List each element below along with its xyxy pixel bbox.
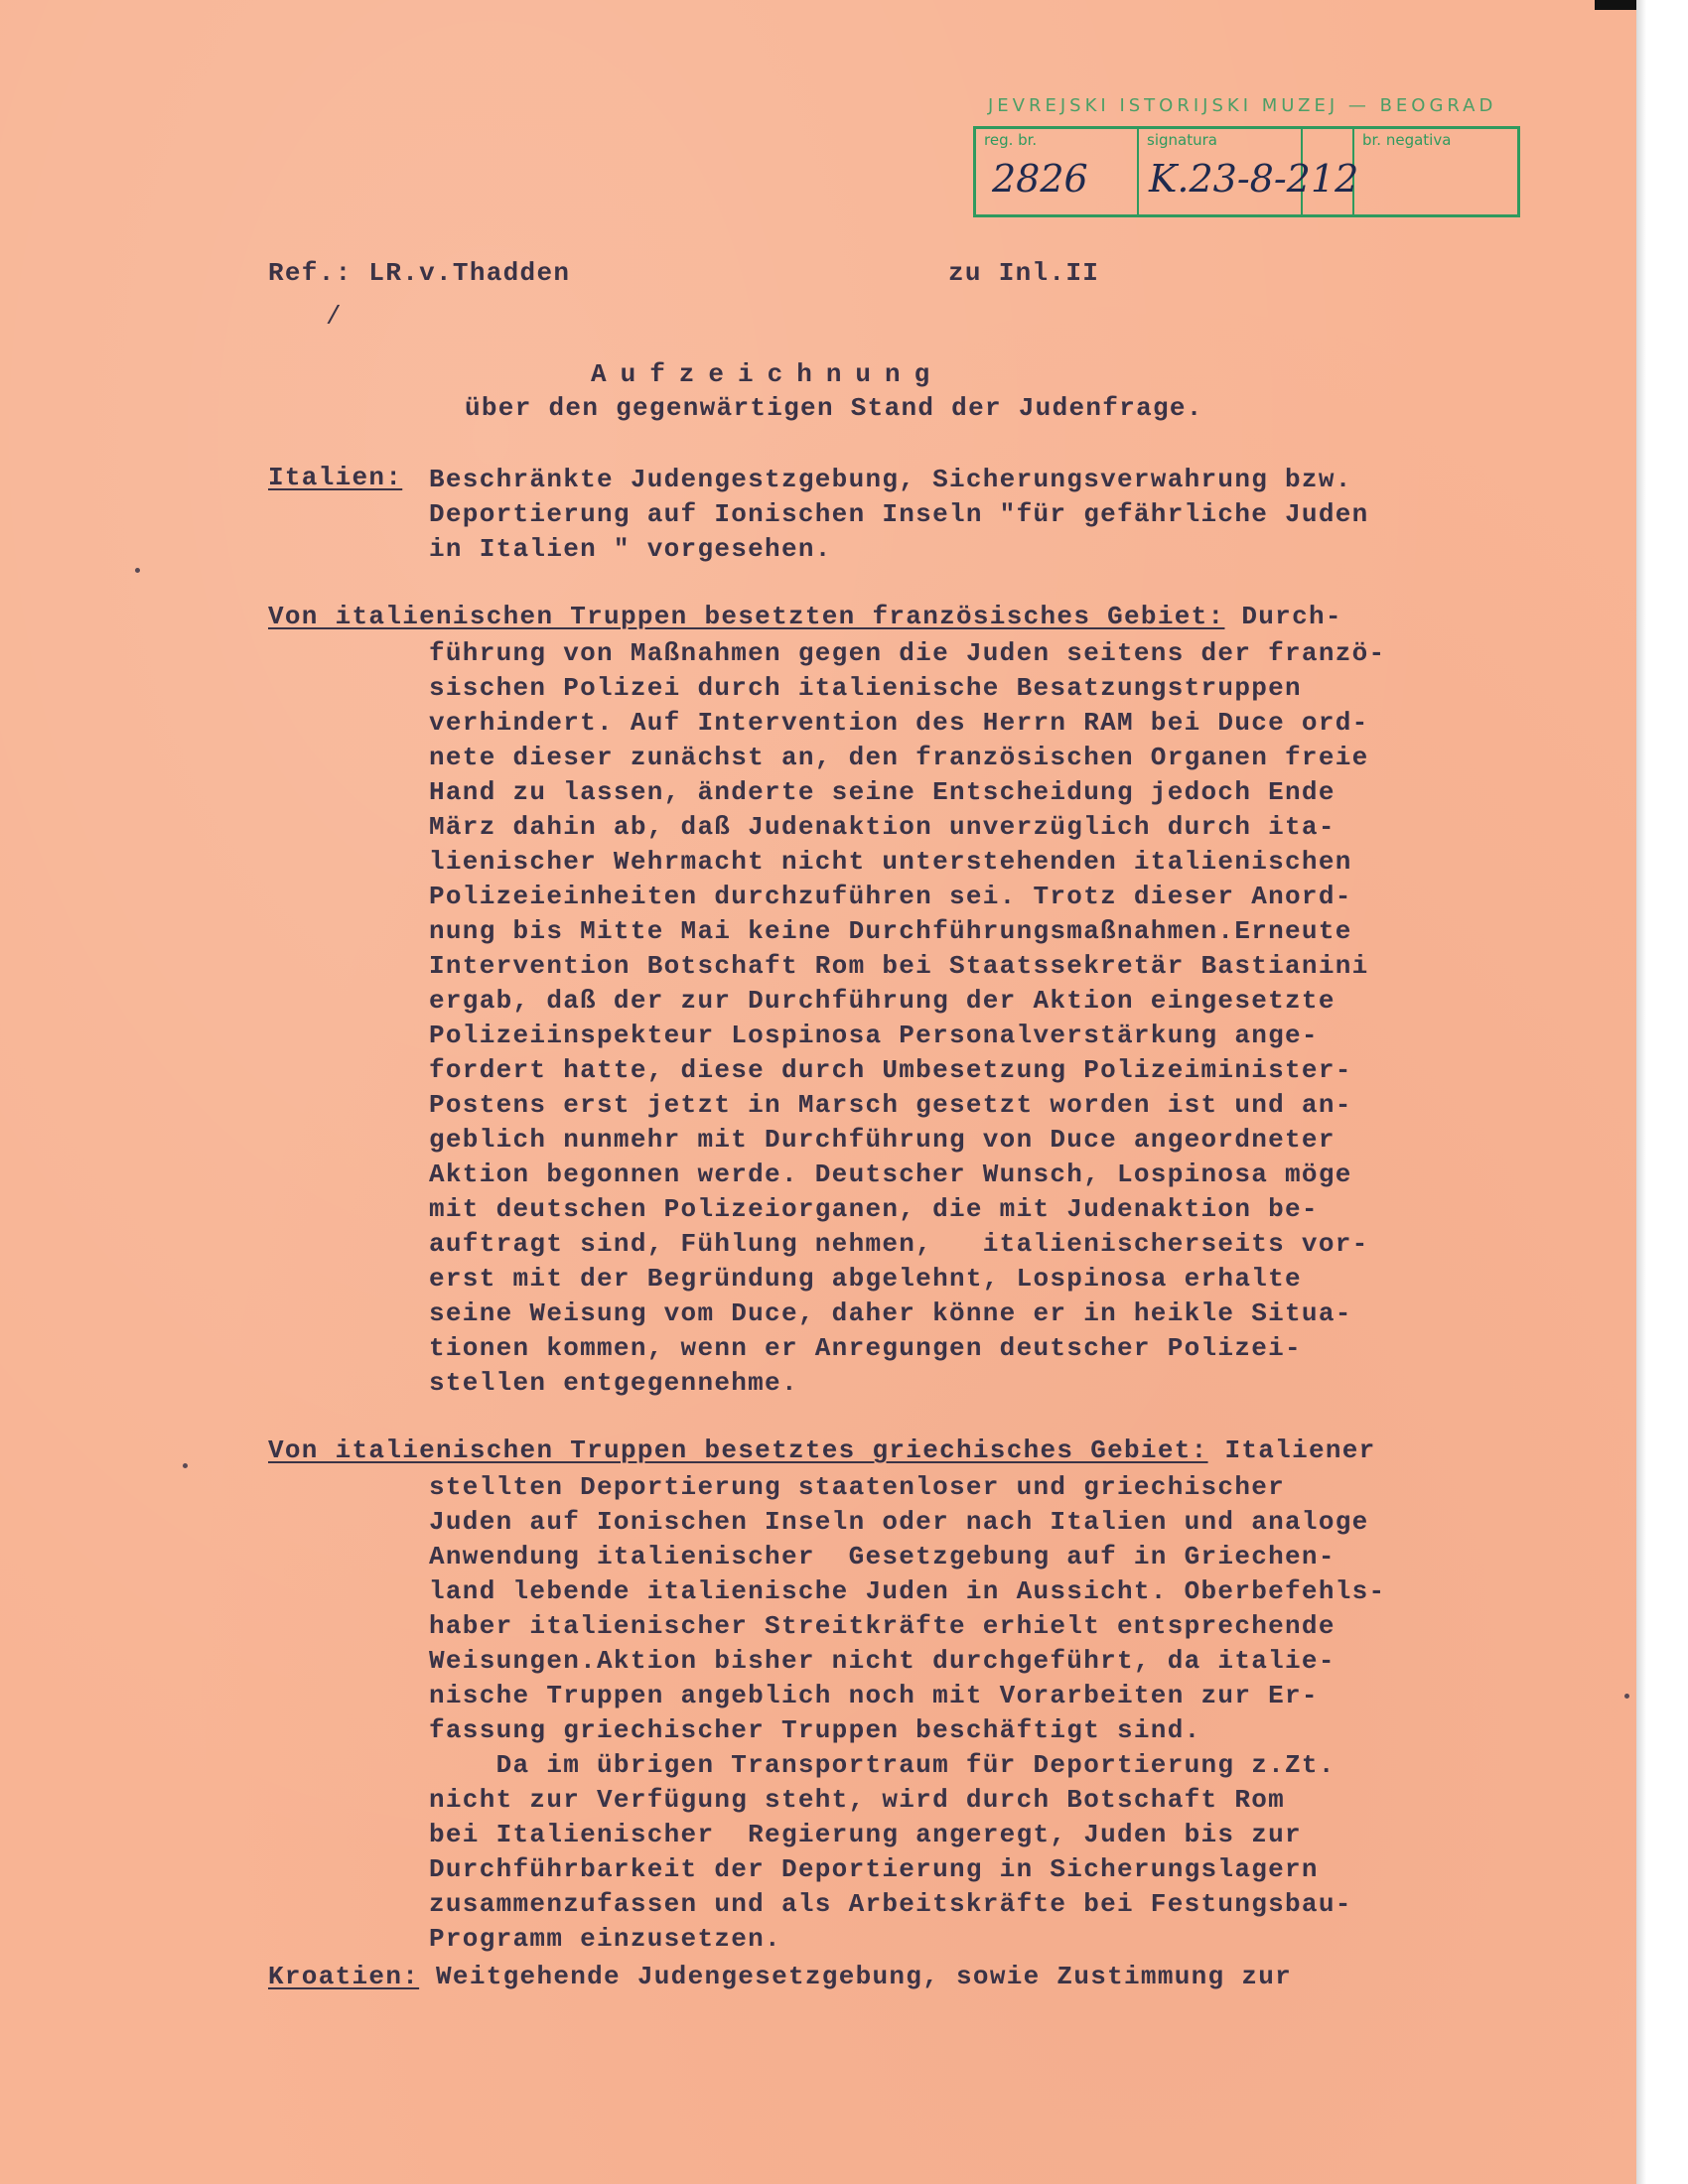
archive-stamp xyxy=(973,126,1520,217)
text-line: Anwendung italienischer Gesetzgebung auf in Griechen- xyxy=(429,1542,1336,1571)
stamp-value-number: 12 xyxy=(1311,157,1359,201)
text-line: seine Weisung vom Duce, daher könne er in heikle Situa- xyxy=(429,1298,1352,1328)
text-line: führung von Maßnahmen gegen die Juden seitens der franzö- xyxy=(429,638,1386,668)
section-heading-italien: Italien: xyxy=(268,463,403,492)
stamp-value-signature: K.23-8-2 xyxy=(1149,157,1311,201)
text-line: erst mit der Begründung abgelehnt, Lospinosa erhalte xyxy=(429,1264,1302,1294)
text-line: haber italienischer Streitkräfte erhielt entsprechende xyxy=(429,1611,1336,1641)
stamp-value-reg: 2826 xyxy=(992,157,1088,201)
text-line: geblich nunmehr mit Durchführung von Duce angeordneter xyxy=(429,1125,1336,1155)
stamp-label-signature: signatura xyxy=(1147,131,1217,149)
text-line: Postens erst jetzt in Marsch gesetzt worden ist und an- xyxy=(429,1090,1352,1120)
section-heading-line-franz xyxy=(268,602,1342,631)
text-line: nicht zur Verfügung steht, wird durch Botschaft Rom xyxy=(429,1785,1286,1815)
document-subtitle: über den gegenwärtigen Stand der Judenfrage. xyxy=(465,393,1203,423)
paper-speck xyxy=(1624,1694,1629,1699)
section-heading-kroatien: Kroatien: xyxy=(268,1962,420,1991)
text-line: nete dieser zunächst an, den französischen Organen freie xyxy=(429,743,1369,772)
text-line: Beschränkte Judengestzgebung, Sicherungsverwahrung bzw. xyxy=(429,465,1352,494)
text-line: bei Italienischer Regierung angeregt, Juden bis zur xyxy=(429,1820,1302,1849)
text-line: stellen entgegennehme. xyxy=(429,1368,798,1398)
section-heading-line-griech xyxy=(268,1435,1376,1465)
text-line: Aktion begonnen werde. Deutscher Wunsch, Lospinosa möge xyxy=(429,1160,1352,1189)
text-line: Juden auf Ionischen Inseln oder nach Italien und analoge xyxy=(429,1507,1369,1537)
text-line: Durchführbarkeit der Deportierung in Sicherungslagern xyxy=(429,1854,1319,1884)
section-heading-griech: Von italienischen Truppen besetztes griechisches Gebiet: xyxy=(268,1435,1208,1465)
document-title: Aufzeichnung xyxy=(591,359,944,389)
text-line: Weisungen.Aktion bisher nicht durchgeführt, da italie- xyxy=(429,1646,1336,1676)
section-heading-franz: Von italienischen Truppen besetzten französisches Gebiet: xyxy=(268,602,1225,631)
text-line: fordert hatte, diese durch Umbesetzung Polizeiminister- xyxy=(429,1055,1352,1085)
text-line: nung bis Mitte Mai keine Durchführungsmaßnahmen.Erneute xyxy=(429,916,1352,946)
text-line: verhindert. Auf Intervention des Herrn RAM bei Duce ord- xyxy=(429,708,1369,738)
text-line: mit deutschen Polizeiorganen, die mit Judenaktion be- xyxy=(429,1194,1319,1224)
text-line: Programm einzusetzen. xyxy=(429,1924,781,1954)
section-body-griech xyxy=(429,1470,1385,1957)
text-line: lienischer Wehrmacht nicht unterstehenden italienischen xyxy=(429,847,1352,877)
text-line: Weitgehende Judengesetzgebung, sowie Zustimmung zur xyxy=(436,1962,1293,1991)
stamp-cell-signature xyxy=(1139,129,1311,214)
text-line: Polizeiinspekteur Lospinosa Personalverstärkung ange- xyxy=(429,1021,1319,1050)
section-body-franz xyxy=(429,636,1385,1401)
margin-mark: / xyxy=(326,302,343,332)
text-line: Intervention Botschaft Rom bei Staatssekretär Bastianini xyxy=(429,951,1369,981)
scan-edge-mark xyxy=(1595,0,1636,10)
stamp-cell-reg xyxy=(976,129,1139,214)
text-line: stellten Deportierung staatenloser und griechischer xyxy=(429,1472,1286,1502)
stamp-cell-negative xyxy=(1354,129,1517,214)
text-line: sischen Polizei durch italienische Besatzungstruppen xyxy=(429,673,1302,703)
archive-stamp-title: JEVREJSKI ISTORIJSKI MUZEJ — BEOGRAD xyxy=(988,95,1497,116)
stamp-cell-number xyxy=(1303,129,1359,214)
text-line: zusammenzufassen und als Arbeitskräfte bei Festungsbau- xyxy=(429,1889,1352,1919)
page-edge-shadow xyxy=(1636,0,1646,2184)
text-line: fassung griechischer Truppen beschäftigt sind. xyxy=(429,1715,1201,1745)
text-line: Italiener xyxy=(1224,1435,1376,1465)
text-line: Deportierung auf Ionischen Inseln "für gefährliche Juden xyxy=(429,499,1369,529)
text-line: ergab, daß der zur Durchführung der Aktion eingesetzte xyxy=(429,986,1336,1016)
reference-line: Ref.: LR.v.Thadden xyxy=(268,258,571,288)
text-line: in Italien " vorgesehen. xyxy=(429,534,832,564)
text-line: tionen kommen, wenn er Anregungen deutscher Polizei- xyxy=(429,1333,1302,1363)
text-line: nische Truppen angeblich noch mit Vorarbeiten zur Er- xyxy=(429,1681,1319,1710)
stamp-label-negative: br. negativa xyxy=(1362,131,1452,149)
text-line: land lebende italienische Juden in Aussicht. Oberbefehls- xyxy=(429,1576,1386,1606)
text-line: Da im übrigen Transportraum für Deportierung z.Zt. xyxy=(429,1750,1336,1780)
text-line: Polizeieinheiten durchzuführen sei. Trotz dieser Anord- xyxy=(429,882,1352,911)
text-line: März dahin ab, daß Judenaktion unverzüglich durch ita- xyxy=(429,812,1336,842)
paper-speck xyxy=(135,568,140,573)
paper-speck xyxy=(183,1463,188,1468)
stamp-label-reg: reg. br. xyxy=(984,131,1038,149)
section-line-kroatien xyxy=(268,1962,1292,1991)
section-body-italien xyxy=(429,463,1369,567)
text-line: auftragt sind, Fühlung nehmen, italienischerseits vor- xyxy=(429,1229,1369,1259)
text-line: Hand zu lassen, änderte seine Entscheidung jedoch Ende xyxy=(429,777,1336,807)
text-line: Durch- xyxy=(1241,602,1342,631)
department-line: zu Inl.II xyxy=(948,258,1100,288)
